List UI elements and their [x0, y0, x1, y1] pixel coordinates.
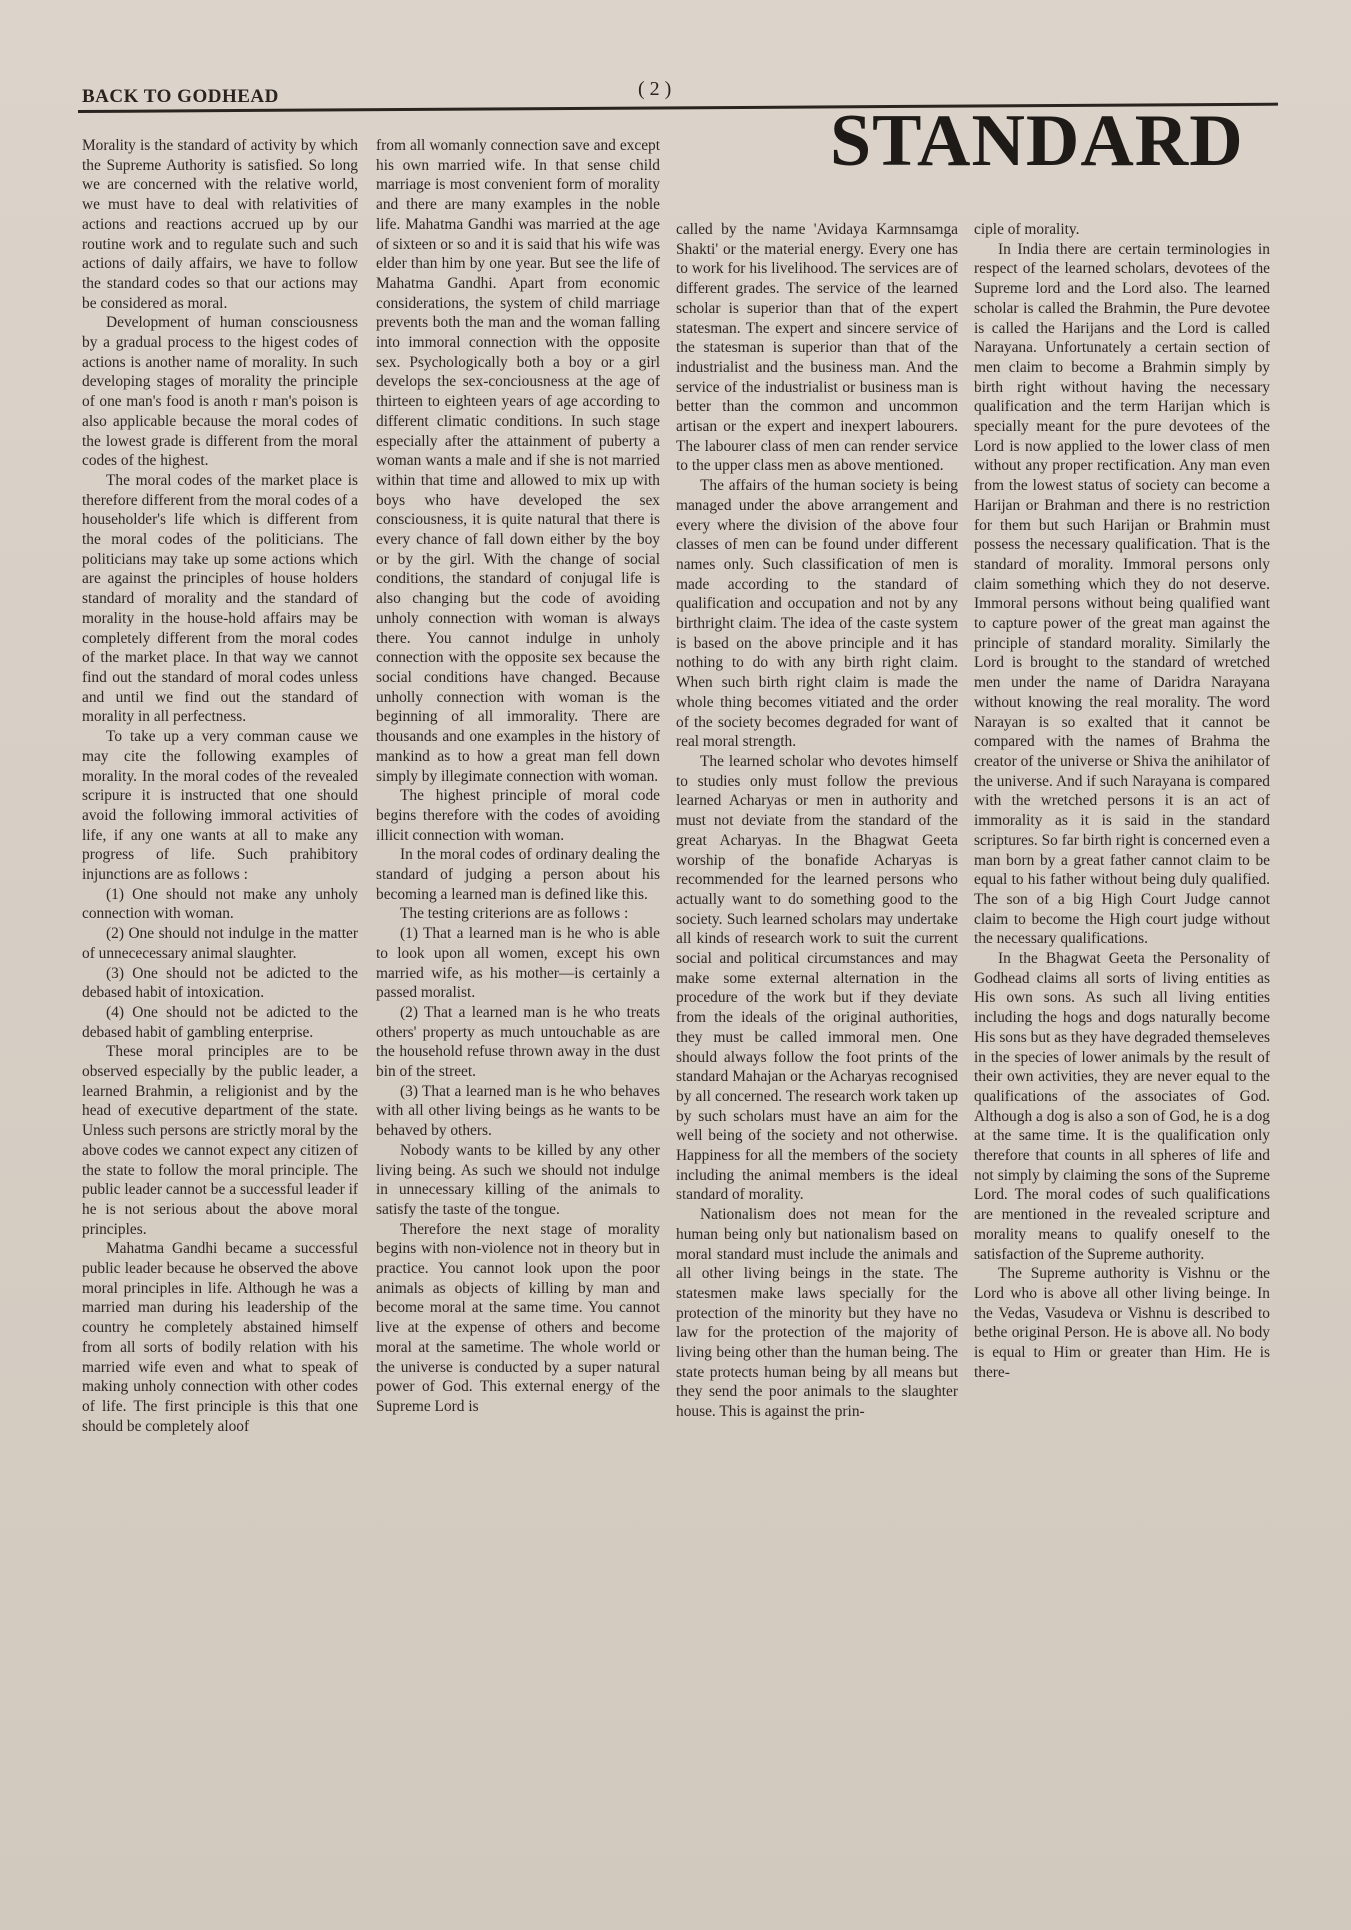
- paragraph: These moral principles are to be observed especially by the public leader, a learned Brahmin, a religionist and by the head of executive department of the state. Unless such persons are strictly moral by the above codes we cannot expect any citizen of the state to follow the moral principle. The public leader cannot be a successful leader if he is not serious about the above moral principles.: [82, 1043, 358, 1238]
- paragraph: Development of human consciousness by a gradual process to the higest codes of actions is another name of morality. In such developing stages of morality the principle of one man's food is anoth r man's poison is also applicable because the moral codes of the lowest grade is different from the moral codes of the highest.: [82, 314, 358, 470]
- paragraph: The learned scholar who devotes himself to studies only must follow the previous learned Acharyas or men in authority and must not deviate from the standard of the great Acharyas. In the Bhagwat Geeta worship of the bonafide Acharyas is recommended for the learned persons who actually want to do something good to the society. Such learned scholars may undertake all kinds of research work to suit the current social and political circumstances and may make some external alternation in the procedure of the work but if they deviate from the ideals of the original authorities, they must be called immoral men. One should always follow the foot prints of the standard Mahajan or the Acharyas recognised by all concerned. The research work taken up by such scholars must have an aim for the well being of the society and not otherwise. Happiness for all the members of the society including the animal members is the ideal standard of morality.: [676, 752, 958, 1204]
- paragraph: (3) One should not be adicted to the debased habit of intoxication.: [82, 964, 358, 1002]
- paragraph: In the moral codes of ordinary dealing the standard of judging a person about his becoming a learned man is defined like this.: [376, 846, 660, 903]
- article-column-2: [376, 136, 660, 1916]
- article-headline: STANDARD: [830, 100, 1244, 182]
- paragraph: Morality is the standard of activity by which the Supreme Authority is satisfied. So long we are concerned with the relative world, we must have to deal with relativities of actions and reactions accrued up by our routine work and to regulate such and such actions of daily affairs, we have to follow the standard codes so that our actions may be considered as moral.: [82, 137, 358, 312]
- article-column-4: [974, 220, 1270, 1920]
- paragraph: (2) That a learned man is he who treats others' property as much untouchable as are the household refuse thrown away in the dust bin of the street.: [376, 1003, 660, 1081]
- page-number: ( 2 ): [638, 78, 672, 100]
- paragraph: The Supreme authority is Vishnu or the Lord who is above all other living beinge. In the Vedas, Vasudeva or Vishnu is described to bethe original Person. He is above all. No body is equal to Him or greater than Him. He is there-: [974, 1265, 1270, 1381]
- paragraph: ciple of morality.: [974, 221, 1080, 238]
- paragraph: (4) One should not be adicted to the debased habit of gambling enterprise.: [82, 1003, 358, 1041]
- paragraph: (3) That a learned man is he who behaves with all other living beings as he wants to be behaved by others.: [376, 1082, 660, 1140]
- paragraph: Nobody wants to be killed by any other living being. As such we should not indulge in unnecessary killing of the animals to satisfy the taste of the tongue.: [376, 1141, 660, 1218]
- paragraph: In India there are certain terminologies in respect of the learned scholars, devotees of the Supreme lord and the Lord also. The learned scholar is called the Brahmin, the Pure devotee is called the Harijans and the Lord is called Narayana. Unfortunately a certain section of men claim to become a Brahmin simply by birth right without having the necessary qualification and the term Harijan which is specially meant for the pure devotees of the Lord is now applied to the lower class of men without any proper rectification. Any man even from the lowest status of society can become a Harijan or Brahman and there is no restriction for them but such Harijan or Brahmin must possess the necessary qualification. That is the standard of morality. Immoral persons only claim something which they do not deserve. Immoral persons without being qualified want to capture power of the great man against the principle of standard morality. Similarly the Lord is brought to the standard of wretched men under the name of Daridra Narayana without knowing the real morality. The word Narayan is so exalted that it cannot be compared with the names of Brahma the creator of the universe or Shiva the anihilator of the universe. And if such Narayana is compared with the wretched persons it is an act of immorality as it is said in the standard scriptures. So far birth right is concerned even a man born by a great father cannot claim to be equal to his father without being duly qualified. The son of a big High Court Judge cannot claim to become the High court judge without the necessary qualifications.: [974, 240, 1270, 948]
- paragraph: The testing criterions are as follows :: [400, 905, 629, 923]
- paragraph: To take up a very comman cause we may cite the following examples of morality. In the moral codes of the revealed scripure it is instructed that one should avoid the following immoral activities of life, if any one wants at all to make any progress of life. Such prahibitory injunctions are as follows :: [82, 728, 358, 884]
- paragraph: The moral codes of the market place is therefore different from the moral codes of a householder's life which is different from the moral codes of the politicians. The politicians may take up some actions which are against the principles of house holders standard of morality and the standard of morality in the house-hold affairs may be completely different from the moral codes of the market place. In that way we cannot find out the standard of moral codes unless and until we find out the standard of morality in all perfectness.: [82, 471, 358, 726]
- paragraph: called by the name 'Avidaya Karmnsamga Shakti' or the material energy. Every one has to work for his livelihood. The services are of different grades. The service of the learned scholar is superior than that of the expert statesman. The expert and sincere service of the statesman is superior than that of the industrialist and the business man. And the service of the industrialist or business man is better than the common and uncommon artisan or the expert and inexpert labourers. The labourer class of men can render service to the upper class men as above mentioned.: [676, 221, 958, 475]
- paragraph: The affairs of the human society is being managed under the above arrangement and every where the division of the above four classes of men can be found under different names only. Such classification of men is made according to the standard of qualification and occupation and not by any birthright claim. The idea of the caste system is based on the above principle and it has nothing to do with any birth right claim. When such birth right claim is made the whole thing becomes vitiated and the order of the society becomes degraded for want of real moral strength.: [676, 477, 958, 751]
- paragraph: (1) That a learned man is he who is able to look upon all women, except his own married wife, as his mother—is certainly a passed moralist.: [376, 925, 660, 1002]
- paragraph: (1) One should not make any unholy connection with woman.: [82, 885, 358, 923]
- paragraph: Mahatma Gandhi became a successful public leader because he observed the above moral principles in life. Although he was a married man during his leadership of the country he completely abstained himself from all sorts of bodily relation with his married wife even and what to speak of making unholy connection with other codes of life. The first principle is this that one should be completely aloof: [82, 1240, 358, 1435]
- running-head: BACK TO GODHEAD: [82, 86, 279, 107]
- article-column-1: [82, 136, 358, 1916]
- paragraph: Therefore the next stage of morality begins with non-violence not in theory but in practice. You cannot look upon the poor animals as objects of killing by man and become moral at the same time. You cannot live at the expense of others and become moral at the sametime. The whole world or the universe is conducted by a super natural power of God. This external energy of the Supreme Lord is: [376, 1220, 660, 1415]
- paragraph: (2) One should not indulge in the matter of unnececessary animal slaughter.: [82, 925, 358, 962]
- article-column-3: [676, 220, 958, 1920]
- paragraph: The highest principle of moral code begins therefore with the codes of avoiding illicit connection with woman.: [376, 787, 660, 844]
- paragraph: In the Bhagwat Geeta the Personality of Godhead claims all sorts of living entities as His own sons. As such all living entities including the hogs and dogs naturally become His sons but as they have degraded themseleves in the species of lower animals by the result of their own activities, they are never equal to the qualifications of the associates of God. Although a dog is also a son of God, he is a dog at the same time. It is the qualification only therefore that counts in all spheres of life and not simply by claiming the sons of the Supreme Lord. The moral codes of such qualifications are mentioned in the revealed scripture and morality means to qualify oneself to the satisfaction of the Supreme authority.: [974, 950, 1270, 1263]
- paragraph: from all womanly connection save and except his own married wife. In that sense child marriage is most convenient form of morality and there are many examples in the noble life. Mahatma Gandhi was married at the age of sixteen or so and it is said that his wife was elder than him by one year. But see the life of Mahatma Gandhi. Apart from economic considerations, the system of child marriage prevents both the man and the woman falling into immoral connection with the opposite sex. Psychologically both a boy or a girl develops the sex-conciousness at the age of thirteen to eighteen years of age according to different climatic conditions. In such stage especially after the attainment of puberty a woman wants a male and if she is not married within that time and allowed to mix up with boys who have developed the sex consciousness, it is quite natural that there is every chance of fall down either by the boy or by the girl. With the change of social conditions, the standard of conjugal life is also changing but the code of avoiding unholy connection with woman is always there. You cannot indulge in unholy connection with the opposite sex because the social conditions have changed. Because unholly connection with woman is the beginning of all immorality. There are thousands and one examples in the history of mankind as to how a great man fell down simply by illegimate connection with woman.: [376, 137, 660, 785]
- paragraph: Nationalism does not mean for the human being only but nationalism based on moral standard must include the animals and all other living beings in the state. The statesmen make laws specially for the protection of the minority but they have no law for the protection of the majority of living being other than the human being. The state protects human being by all means but they send the poor animals to the slaughter house. This is against the prin-: [676, 1206, 958, 1421]
